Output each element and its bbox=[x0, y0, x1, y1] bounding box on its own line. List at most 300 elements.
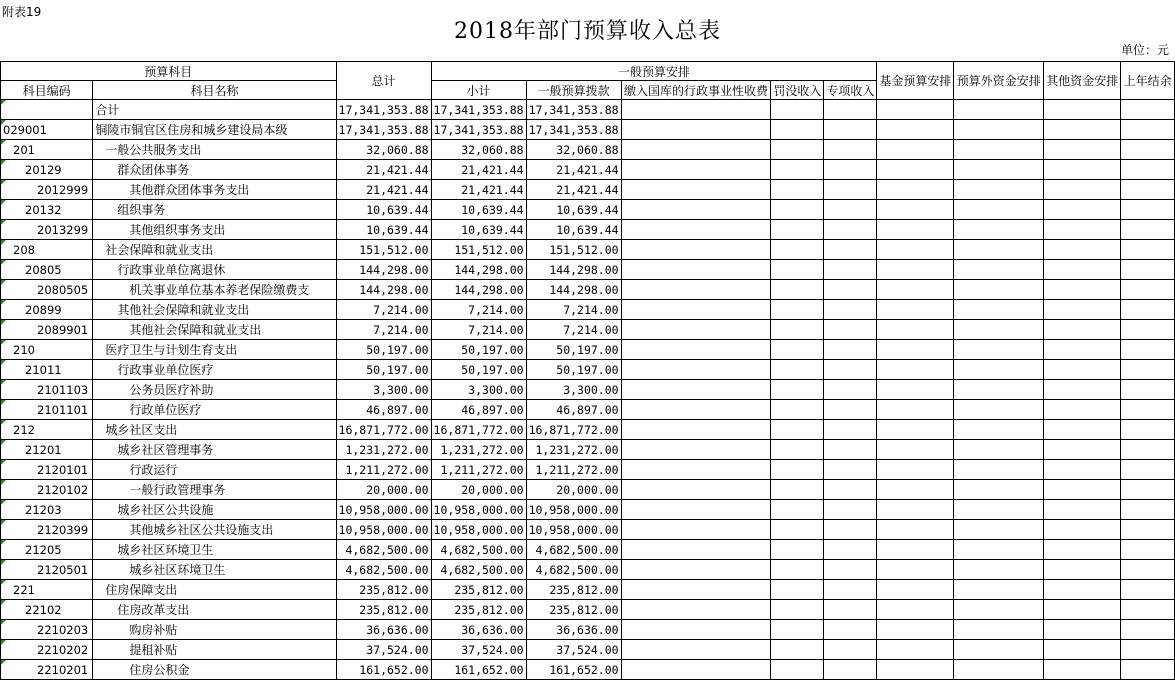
total-cell: 1,211,272.00 bbox=[336, 460, 431, 480]
empty-cell bbox=[1121, 200, 1175, 220]
empty-cell bbox=[1044, 240, 1121, 260]
empty-cell bbox=[1121, 440, 1175, 460]
empty-cell bbox=[824, 280, 877, 300]
empty-cell bbox=[877, 340, 954, 360]
subject-code-cell: 2120102 bbox=[1, 480, 93, 500]
empty-cell bbox=[954, 340, 1044, 360]
empty-cell bbox=[824, 240, 877, 260]
total-cell: 10,958,000.00 bbox=[336, 520, 431, 540]
empty-cell bbox=[954, 160, 1044, 180]
appropriation-cell: 10,958,000.00 bbox=[526, 500, 621, 520]
empty-cell bbox=[771, 280, 824, 300]
empty-cell bbox=[824, 300, 877, 320]
subject-name-cell: 城乡社区管理事务 bbox=[93, 440, 336, 460]
empty-cell bbox=[771, 400, 824, 420]
empty-cell bbox=[621, 660, 771, 680]
header-subject-group: 预算科目 bbox=[1, 62, 337, 81]
empty-cell bbox=[1121, 380, 1175, 400]
empty-cell bbox=[621, 600, 771, 620]
table-row bbox=[1, 300, 1175, 320]
empty-cell bbox=[1121, 140, 1175, 160]
subtotal-cell: 10,639.44 bbox=[431, 200, 526, 220]
subject-name-cell: 组织事务 bbox=[93, 200, 336, 220]
empty-cell bbox=[771, 460, 824, 480]
appropriation-cell: 17,341,353.88 bbox=[526, 100, 621, 120]
appropriation-cell: 161,652.00 bbox=[526, 660, 621, 680]
empty-cell bbox=[877, 560, 954, 580]
appropriation-cell: 21,421.44 bbox=[526, 160, 621, 180]
empty-cell bbox=[1044, 480, 1121, 500]
empty-cell bbox=[771, 160, 824, 180]
empty-cell bbox=[1044, 120, 1121, 140]
table-row bbox=[1, 500, 1175, 520]
subject-name-cell: 行政单位医疗 bbox=[93, 400, 336, 420]
appropriation-cell: 10,958,000.00 bbox=[526, 520, 621, 540]
empty-cell bbox=[621, 460, 771, 480]
table-row bbox=[1, 580, 1175, 600]
empty-cell bbox=[1044, 320, 1121, 340]
total-cell: 21,421.44 bbox=[336, 160, 431, 180]
empty-cell bbox=[1121, 160, 1175, 180]
subject-code-cell: 212 bbox=[1, 420, 93, 440]
header-extra: 预算外资金安排 bbox=[954, 62, 1044, 100]
empty-cell bbox=[621, 140, 771, 160]
subtotal-cell: 1,211,272.00 bbox=[431, 460, 526, 480]
total-cell: 4,682,500.00 bbox=[336, 560, 431, 580]
empty-cell bbox=[621, 440, 771, 460]
subject-name-cell: 公务员医疗补助 bbox=[93, 380, 336, 400]
empty-cell bbox=[824, 660, 877, 680]
appropriation-cell: 32,060.88 bbox=[526, 140, 621, 160]
empty-cell bbox=[1044, 500, 1121, 520]
empty-cell bbox=[771, 440, 824, 460]
empty-cell bbox=[824, 580, 877, 600]
empty-cell bbox=[954, 140, 1044, 160]
subtotal-cell: 50,197.00 bbox=[431, 340, 526, 360]
total-cell: 10,639.44 bbox=[336, 220, 431, 240]
subtotal-cell: 10,958,000.00 bbox=[431, 500, 526, 520]
empty-cell bbox=[954, 320, 1044, 340]
header-appropriation: 一般预算拨款 bbox=[526, 81, 621, 100]
header-special: 专项收入 bbox=[824, 81, 877, 100]
subject-code-cell: 20805 bbox=[1, 260, 93, 280]
subject-name-cell: 其他群众团体事务支出 bbox=[93, 180, 336, 200]
subject-name-cell: 购房补贴 bbox=[93, 620, 336, 640]
appropriation-cell: 151,512.00 bbox=[526, 240, 621, 260]
subject-code-cell: 20132 bbox=[1, 200, 93, 220]
empty-cell bbox=[1044, 620, 1121, 640]
empty-cell bbox=[877, 540, 954, 560]
header-subtotal: 小计 bbox=[431, 81, 526, 100]
subject-code-cell: 2120399 bbox=[1, 520, 93, 540]
appropriation-cell: 10,639.44 bbox=[526, 220, 621, 240]
empty-cell bbox=[771, 220, 824, 240]
subject-name-cell: 行政事业单位离退休 bbox=[93, 260, 336, 280]
table-row bbox=[1, 460, 1175, 480]
table-row bbox=[1, 220, 1175, 240]
total-cell: 7,214.00 bbox=[336, 300, 431, 320]
subject-name-cell: 住房公积金 bbox=[93, 660, 336, 680]
unit-label: 单位：元 bbox=[1120, 43, 1169, 57]
total-cell: 16,871,772.00 bbox=[336, 420, 431, 440]
empty-cell bbox=[954, 420, 1044, 440]
empty-cell bbox=[621, 620, 771, 640]
total-cell: 144,298.00 bbox=[336, 280, 431, 300]
table-row bbox=[1, 560, 1175, 580]
empty-cell bbox=[771, 380, 824, 400]
subject-code-cell: 208 bbox=[1, 240, 93, 260]
empty-cell bbox=[877, 100, 954, 120]
total-cell: 235,812.00 bbox=[336, 600, 431, 620]
subject-code-cell: 2101101 bbox=[1, 400, 93, 420]
empty-cell bbox=[1044, 440, 1121, 460]
empty-cell bbox=[621, 200, 771, 220]
empty-cell bbox=[877, 600, 954, 620]
empty-cell bbox=[621, 360, 771, 380]
empty-cell bbox=[954, 520, 1044, 540]
empty-cell bbox=[621, 320, 771, 340]
total-cell: 17,341,353.88 bbox=[336, 120, 431, 140]
table-row bbox=[1, 240, 1175, 260]
appropriation-cell: 144,298.00 bbox=[526, 260, 621, 280]
appropriation-cell: 144,298.00 bbox=[526, 280, 621, 300]
empty-cell bbox=[824, 480, 877, 500]
empty-cell bbox=[824, 440, 877, 460]
header-other: 其他资金安排 bbox=[1044, 62, 1121, 100]
header-fee: 缴入国库的行政事业性收费 bbox=[621, 81, 771, 100]
appropriation-cell: 4,682,500.00 bbox=[526, 560, 621, 580]
subtotal-cell: 10,639.44 bbox=[431, 220, 526, 240]
subject-name-cell: 铜陵市铜官区住房和城乡建设局本级 bbox=[93, 120, 336, 140]
empty-cell bbox=[877, 220, 954, 240]
total-cell: 161,652.00 bbox=[336, 660, 431, 680]
appropriation-cell: 7,214.00 bbox=[526, 300, 621, 320]
empty-cell bbox=[1121, 540, 1175, 560]
empty-cell bbox=[1121, 580, 1175, 600]
appropriation-cell: 46,897.00 bbox=[526, 400, 621, 420]
empty-cell bbox=[1044, 560, 1121, 580]
total-cell: 4,682,500.00 bbox=[336, 540, 431, 560]
subject-name-cell: 其他社会保障和就业支出 bbox=[93, 300, 336, 320]
empty-cell bbox=[621, 220, 771, 240]
subject-code-cell: 20899 bbox=[1, 300, 93, 320]
empty-cell bbox=[1044, 540, 1121, 560]
subtotal-cell: 50,197.00 bbox=[431, 360, 526, 380]
empty-cell bbox=[954, 600, 1044, 620]
table-row bbox=[1, 440, 1175, 460]
empty-cell bbox=[877, 420, 954, 440]
empty-cell bbox=[824, 620, 877, 640]
subject-code-cell: 21011 bbox=[1, 360, 93, 380]
total-cell: 235,812.00 bbox=[336, 580, 431, 600]
empty-cell bbox=[954, 100, 1044, 120]
empty-cell bbox=[1044, 180, 1121, 200]
empty-cell bbox=[1044, 420, 1121, 440]
empty-cell bbox=[824, 180, 877, 200]
subject-code-cell: 2210201 bbox=[1, 660, 93, 680]
subject-code-cell: 2210202 bbox=[1, 640, 93, 660]
empty-cell bbox=[824, 540, 877, 560]
empty-cell bbox=[1121, 520, 1175, 540]
empty-cell bbox=[824, 100, 877, 120]
empty-cell bbox=[621, 340, 771, 360]
appropriation-cell: 235,812.00 bbox=[526, 600, 621, 620]
empty-cell bbox=[1121, 280, 1175, 300]
subject-code-cell: 2089901 bbox=[1, 320, 93, 340]
empty-cell bbox=[877, 620, 954, 640]
subject-name-cell: 其他城乡社区公共设施支出 bbox=[93, 520, 336, 540]
empty-cell bbox=[824, 400, 877, 420]
header-fine: 罚没收入 bbox=[771, 81, 824, 100]
empty-cell bbox=[1121, 220, 1175, 240]
empty-cell bbox=[1121, 600, 1175, 620]
subject-name-cell: 城乡社区公共设施 bbox=[93, 500, 336, 520]
empty-cell bbox=[1121, 420, 1175, 440]
empty-cell bbox=[954, 180, 1044, 200]
empty-cell bbox=[954, 220, 1044, 240]
empty-cell bbox=[1044, 380, 1121, 400]
empty-cell bbox=[1121, 320, 1175, 340]
empty-cell bbox=[1044, 140, 1121, 160]
empty-cell bbox=[824, 260, 877, 280]
empty-cell bbox=[621, 520, 771, 540]
empty-cell bbox=[621, 240, 771, 260]
appropriation-cell: 16,871,772.00 bbox=[526, 420, 621, 440]
empty-cell bbox=[824, 520, 877, 540]
empty-cell bbox=[1121, 240, 1175, 260]
subject-code-cell: 2012999 bbox=[1, 180, 93, 200]
subtotal-cell: 235,812.00 bbox=[431, 580, 526, 600]
table-row bbox=[1, 480, 1175, 500]
appropriation-cell: 21,421.44 bbox=[526, 180, 621, 200]
empty-cell bbox=[824, 360, 877, 380]
empty-cell bbox=[1044, 340, 1121, 360]
subject-code-cell bbox=[1, 100, 93, 120]
empty-cell bbox=[1044, 160, 1121, 180]
empty-cell bbox=[824, 380, 877, 400]
empty-cell bbox=[877, 580, 954, 600]
empty-cell bbox=[1121, 500, 1175, 520]
empty-cell bbox=[824, 460, 877, 480]
empty-cell bbox=[771, 580, 824, 600]
empty-cell bbox=[877, 480, 954, 500]
empty-cell bbox=[824, 340, 877, 360]
empty-cell bbox=[621, 260, 771, 280]
subtotal-cell: 144,298.00 bbox=[431, 260, 526, 280]
appropriation-cell: 4,682,500.00 bbox=[526, 540, 621, 560]
empty-cell bbox=[954, 280, 1044, 300]
subject-code-cell: 21201 bbox=[1, 440, 93, 460]
empty-cell bbox=[621, 120, 771, 140]
empty-cell bbox=[771, 360, 824, 380]
table-row bbox=[1, 620, 1175, 640]
appropriation-cell: 10,639.44 bbox=[526, 200, 621, 220]
table-row bbox=[1, 380, 1175, 400]
empty-cell bbox=[1121, 560, 1175, 580]
table-row bbox=[1, 280, 1175, 300]
empty-cell bbox=[877, 180, 954, 200]
subject-name-cell: 社会保障和就业支出 bbox=[93, 240, 336, 260]
empty-cell bbox=[771, 120, 824, 140]
table-row bbox=[1, 340, 1175, 360]
total-cell: 46,897.00 bbox=[336, 400, 431, 420]
table-row bbox=[1, 420, 1175, 440]
appropriation-cell: 36,636.00 bbox=[526, 620, 621, 640]
empty-cell bbox=[1121, 640, 1175, 660]
subject-name-cell: 住房改革支出 bbox=[93, 600, 336, 620]
subject-code-cell: 2210203 bbox=[1, 620, 93, 640]
empty-cell bbox=[954, 620, 1044, 640]
empty-cell bbox=[771, 420, 824, 440]
subject-name-cell: 城乡社区环境卫生 bbox=[93, 540, 336, 560]
subtotal-cell: 17,341,353.88 bbox=[431, 100, 526, 120]
empty-cell bbox=[877, 320, 954, 340]
empty-cell bbox=[621, 300, 771, 320]
attachment-label: 附表19 bbox=[2, 5, 42, 19]
empty-cell bbox=[954, 300, 1044, 320]
subtotal-cell: 32,060.88 bbox=[431, 140, 526, 160]
empty-cell bbox=[771, 620, 824, 640]
empty-cell bbox=[621, 180, 771, 200]
empty-cell bbox=[1121, 480, 1175, 500]
table-row bbox=[1, 600, 1175, 620]
empty-cell bbox=[771, 180, 824, 200]
subtotal-cell: 20,000.00 bbox=[431, 480, 526, 500]
subtotal-cell: 144,298.00 bbox=[431, 280, 526, 300]
empty-cell bbox=[877, 400, 954, 420]
total-cell: 50,197.00 bbox=[336, 340, 431, 360]
empty-cell bbox=[771, 200, 824, 220]
table-row bbox=[1, 400, 1175, 420]
empty-cell bbox=[877, 260, 954, 280]
appropriation-cell: 17,341,353.88 bbox=[526, 120, 621, 140]
empty-cell bbox=[824, 640, 877, 660]
empty-cell bbox=[877, 520, 954, 540]
empty-cell bbox=[621, 380, 771, 400]
subject-code-cell: 2120501 bbox=[1, 560, 93, 580]
empty-cell bbox=[1121, 460, 1175, 480]
subtotal-cell: 1,231,272.00 bbox=[431, 440, 526, 460]
table-row bbox=[1, 200, 1175, 220]
empty-cell bbox=[771, 480, 824, 500]
empty-cell bbox=[824, 220, 877, 240]
empty-cell bbox=[621, 560, 771, 580]
table-row bbox=[1, 660, 1175, 680]
header-general-group: 一般预算安排 bbox=[431, 62, 877, 81]
appropriation-cell: 235,812.00 bbox=[526, 580, 621, 600]
empty-cell bbox=[877, 120, 954, 140]
empty-cell bbox=[771, 540, 824, 560]
empty-cell bbox=[621, 280, 771, 300]
subtotal-cell: 7,214.00 bbox=[431, 320, 526, 340]
subject-code-cell: 2080505 bbox=[1, 280, 93, 300]
empty-cell bbox=[1121, 260, 1175, 280]
total-cell: 50,197.00 bbox=[336, 360, 431, 380]
empty-cell bbox=[771, 240, 824, 260]
empty-cell bbox=[954, 540, 1044, 560]
subtotal-cell: 3,300.00 bbox=[431, 380, 526, 400]
empty-cell bbox=[824, 320, 877, 340]
table-row bbox=[1, 260, 1175, 280]
header-carry: 上年结余 bbox=[1121, 62, 1175, 100]
empty-cell bbox=[621, 100, 771, 120]
empty-cell bbox=[771, 640, 824, 660]
subject-name-cell: 医疗卫生与计划生育支出 bbox=[93, 340, 336, 360]
empty-cell bbox=[877, 240, 954, 260]
appropriation-cell: 1,211,272.00 bbox=[526, 460, 621, 480]
total-cell: 1,231,272.00 bbox=[336, 440, 431, 460]
empty-cell bbox=[877, 280, 954, 300]
subtotal-cell: 46,897.00 bbox=[431, 400, 526, 420]
subject-name-cell: 合计 bbox=[93, 100, 336, 120]
empty-cell bbox=[1044, 200, 1121, 220]
appropriation-cell: 50,197.00 bbox=[526, 340, 621, 360]
empty-cell bbox=[954, 260, 1044, 280]
total-cell: 17,341,353.88 bbox=[336, 100, 431, 120]
empty-cell bbox=[954, 460, 1044, 480]
empty-cell bbox=[877, 440, 954, 460]
empty-cell bbox=[954, 400, 1044, 420]
total-cell: 20,000.00 bbox=[336, 480, 431, 500]
subtotal-cell: 161,652.00 bbox=[431, 660, 526, 680]
subject-code-cell: 20129 bbox=[1, 160, 93, 180]
subject-name-cell: 一般公共服务支出 bbox=[93, 140, 336, 160]
empty-cell bbox=[1121, 180, 1175, 200]
empty-cell bbox=[824, 120, 877, 140]
empty-cell bbox=[824, 600, 877, 620]
subject-code-cell: 2101103 bbox=[1, 380, 93, 400]
empty-cell bbox=[1044, 520, 1121, 540]
empty-cell bbox=[1121, 120, 1175, 140]
appropriation-cell: 1,231,272.00 bbox=[526, 440, 621, 460]
table-row bbox=[1, 540, 1175, 560]
subject-name-cell: 城乡社区支出 bbox=[93, 420, 336, 440]
budget-table bbox=[0, 61, 1175, 680]
table-row bbox=[1, 100, 1175, 120]
table-row bbox=[1, 520, 1175, 540]
empty-cell bbox=[771, 560, 824, 580]
total-cell: 7,214.00 bbox=[336, 320, 431, 340]
empty-cell bbox=[621, 400, 771, 420]
subject-code-cell: 210 bbox=[1, 340, 93, 360]
header-total: 总计 bbox=[336, 62, 431, 100]
empty-cell bbox=[621, 480, 771, 500]
header-code: 科目编码 bbox=[1, 81, 93, 100]
empty-cell bbox=[954, 200, 1044, 220]
subtotal-cell: 21,421.44 bbox=[431, 180, 526, 200]
empty-cell bbox=[1044, 460, 1121, 480]
empty-cell bbox=[954, 120, 1044, 140]
empty-cell bbox=[771, 600, 824, 620]
total-cell: 10,958,000.00 bbox=[336, 500, 431, 520]
total-cell: 3,300.00 bbox=[336, 380, 431, 400]
subject-name-cell: 提租补贴 bbox=[93, 640, 336, 660]
empty-cell bbox=[824, 560, 877, 580]
subject-code-cell: 029001 bbox=[1, 120, 93, 140]
total-cell: 144,298.00 bbox=[336, 260, 431, 280]
empty-cell bbox=[621, 580, 771, 600]
empty-cell bbox=[954, 480, 1044, 500]
empty-cell bbox=[877, 360, 954, 380]
subtotal-cell: 235,812.00 bbox=[431, 600, 526, 620]
empty-cell bbox=[954, 500, 1044, 520]
empty-cell bbox=[1121, 400, 1175, 420]
empty-cell bbox=[824, 160, 877, 180]
subtotal-cell: 36,636.00 bbox=[431, 620, 526, 640]
subject-name-cell: 行政事业单位医疗 bbox=[93, 360, 336, 380]
empty-cell bbox=[1121, 660, 1175, 680]
appropriation-cell: 3,300.00 bbox=[526, 380, 621, 400]
